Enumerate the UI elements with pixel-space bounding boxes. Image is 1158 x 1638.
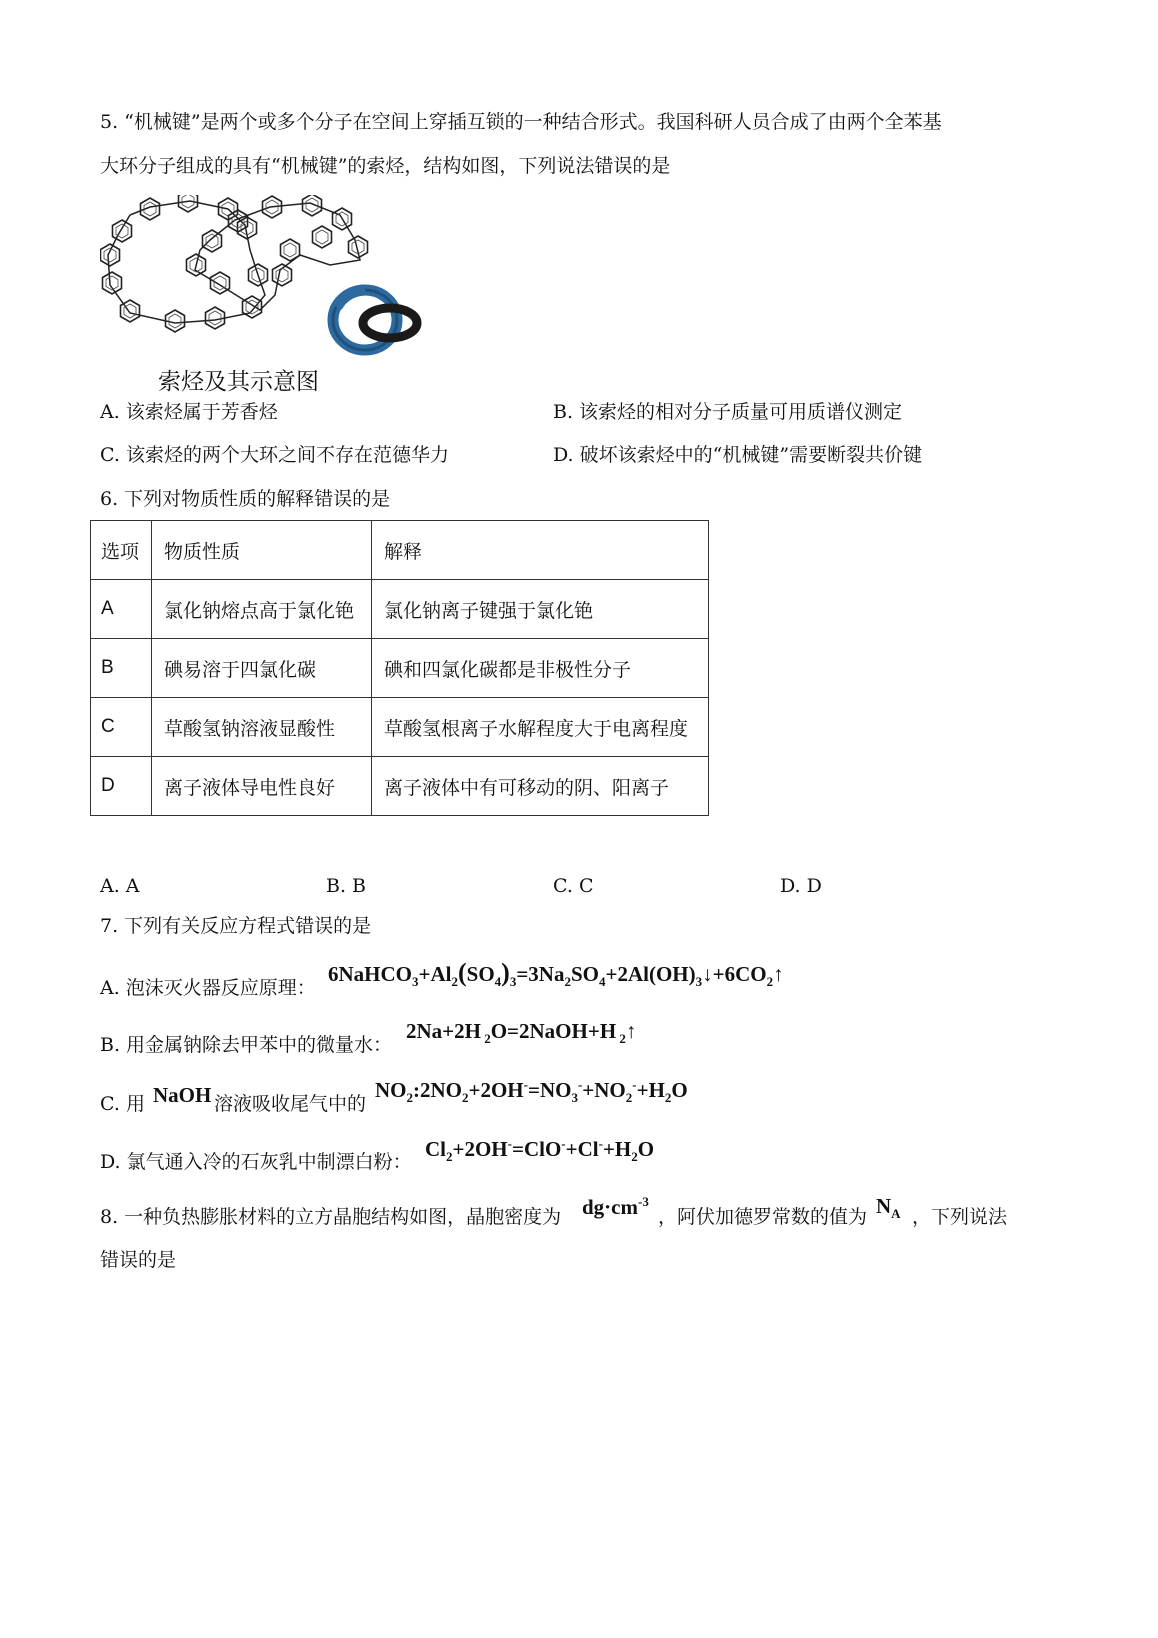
q5-option-c: C. 该索烃的两个大环之间不存在范德华力 <box>100 444 449 466</box>
q5-option-a: A. 该索烃属于芳香烃 <box>100 401 278 423</box>
table-row <box>91 580 709 639</box>
q8-stem-line2: 错误的是 <box>100 1249 177 1271</box>
q6-option-d: D. D <box>780 875 822 897</box>
q7-option-b: B. 用金属钠除去甲苯中的微量水： <box>100 1034 393 1056</box>
catenane-figure <box>100 195 440 365</box>
row-property: 氯化钠熔点高于氯化铯 <box>152 580 372 639</box>
figure-caption: 索烃及其示意图 <box>158 369 319 395</box>
row-explanation: 草酸氢根离子水解程度大于电离程度 <box>372 698 709 757</box>
row-explanation: 离子液体中有可移动的阴、阳离子 <box>372 757 709 816</box>
q7-option-d: D. 氯气通入冷的石灰乳中制漂白粉： <box>100 1151 412 1173</box>
q5-stem-line1: 5. “机械键”是两个或多个分子在空间上穿插互锁的一种结合形式。我国科研人员合成了由两个全苯基 <box>100 111 942 133</box>
q7-option-c-prefix: C. 用 <box>100 1093 145 1115</box>
row-option: A <box>91 580 152 639</box>
row-option: C <box>91 698 152 757</box>
q7-option-c-text: 溶液吸收尾气中的 <box>214 1093 367 1115</box>
equation-a: $6NaHCO_3+Al_2(SO_4)_3=3Na_2SO_4+2Al(OH)_3↓+6CO_2↑$ <box>328 958 784 990</box>
q5-option-d: D. 破坏该索烃中的“机械键”需要断裂共价键 <box>553 444 923 466</box>
row-explanation: 碘和四氯化碳都是非极性分子 <box>372 639 709 698</box>
q6-table <box>90 520 709 816</box>
table-header-row <box>91 521 709 580</box>
q6-stem: 6. 下列对物质性质的解释错误的是 <box>100 488 391 510</box>
row-explanation: 氯化钠离子键强于氯化铯 <box>372 580 709 639</box>
q6-option-a: A. A <box>100 875 140 897</box>
row-property: 草酸氢钠溶液显酸性 <box>152 698 372 757</box>
q8-stem-part2: ，阿伏加德罗常数的值为 <box>658 1206 868 1228</box>
q5-option-b: B. 该索烃的相对分子质量可用质谱仪测定 <box>553 401 903 423</box>
q6-option-c: C. C <box>553 875 594 897</box>
avogadro-symbol: $N_A$ <box>876 1194 901 1222</box>
header-option: 选项 <box>91 521 152 580</box>
q8-stem-part3: ，下列说法 <box>912 1206 1008 1228</box>
equation-b: 2Na+2H $_2$O=2NaOH+H $_2$↑ <box>406 1019 637 1047</box>
q7-stem: 7. 下列有关反应方程式错误的是 <box>100 915 372 937</box>
header-property: 物质性质 <box>152 521 372 580</box>
q5-stem-line2: 大环分子组成的具有“机械键”的索烃，结构如图，下列说法错误的是 <box>100 155 671 177</box>
equation-d: $Cl_2+2OH^-=ClO^-+Cl^-+H_2O$ <box>425 1136 655 1165</box>
row-option: D <box>91 757 152 816</box>
q7-option-a: A. 泡沫灭火器反应原理： <box>100 977 316 999</box>
table-row <box>91 698 709 757</box>
q6-option-b: B. B <box>326 875 367 897</box>
density-unit: $dg\cdot cm^{-3}$ <box>582 1194 649 1219</box>
row-option: B <box>91 639 152 698</box>
naoh-formula: NaOH <box>153 1083 212 1107</box>
table-row <box>91 757 709 816</box>
header-explanation: 解释 <box>372 521 709 580</box>
row-property: 离子液体导电性良好 <box>152 757 372 816</box>
table-row <box>91 639 709 698</box>
row-property: 碘易溶于四氯化碳 <box>152 639 372 698</box>
q8-stem-part1: 8. 一种负热膨胀材料的立方晶胞结构如图，晶胞密度为 <box>100 1206 562 1228</box>
equation-c: $NO_2:2NO_2+2OH^-=NO_3^-+NO_2^-+H_2O$ <box>375 1077 688 1106</box>
